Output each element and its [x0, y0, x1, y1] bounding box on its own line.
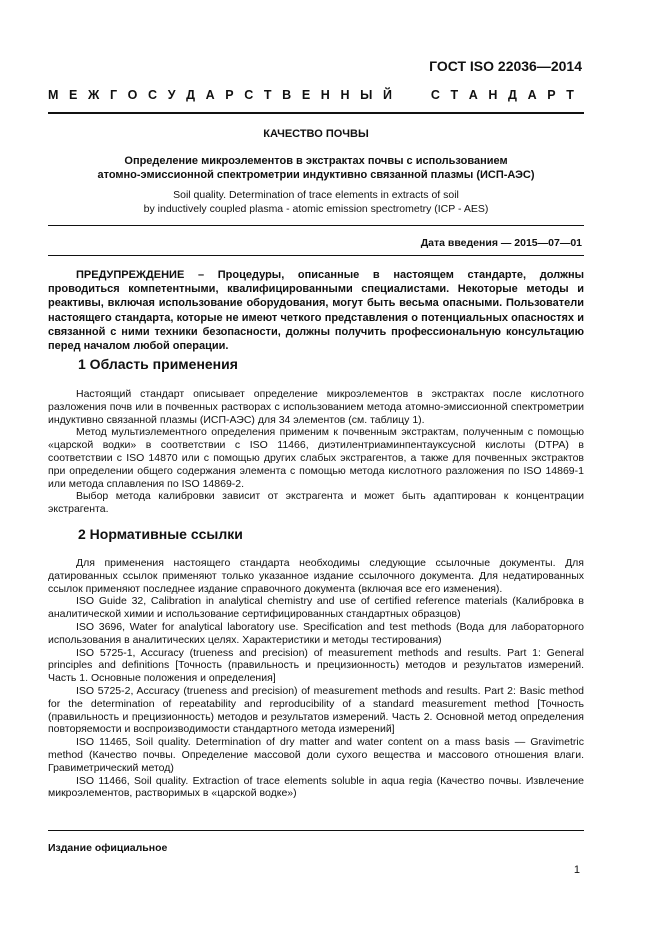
english-title-line-1: Soil quality. Determination of trace elements in extracts of soil — [173, 189, 459, 201]
standard-type-letter: Д — [508, 88, 517, 102]
english-title-line-2: by inductively coupled plasma - atomic emission spectrometry (ICP - AES) — [143, 203, 489, 215]
header-rule — [48, 112, 584, 114]
reference-item: ISO 11466, Soil quality. Extraction of trace elements soluble in aqua regia (Качество почвы. Извлечение микроэлементов, растворимых в «царской водке») — [48, 774, 584, 800]
footer-rule — [48, 830, 584, 831]
section-2-paragraph: Для применения настоящего стандарта необходимы следующие ссылочные документы. Для датированных ссылок применяют только указанное издание ссылочного документа. Для недатированных ссылок применяют последнее издание справочного документа (включая все его изменения). — [48, 557, 584, 595]
standard-type-letter: Т — [263, 88, 272, 102]
reference-item: ISO 5725-1, Accuracy (trueness and precision) of measurement methods and results. Part 1: General principles and definitions [Точность (правильность и прецизионность) методов и результатов измерений. Часть 1. Основные положения и определения] — [48, 646, 584, 685]
document-number: ГОСТ ISO 22036—2014 — [429, 58, 582, 74]
section-1-paragraph: Выбор метода калибровки зависит от экстрагента и может быть адаптирован к концентрации экстрагента. — [48, 490, 584, 516]
standard-type-letter: Г — [109, 88, 118, 102]
document-title: КАЧЕСТВО ПОЧВЫ — [263, 128, 369, 140]
standard-type-letter: Й — [382, 88, 392, 102]
standard-type-letter: Н — [488, 88, 498, 102]
standard-type-letter: Е — [301, 88, 311, 102]
standard-type-letter: С — [430, 88, 440, 102]
section-2-body — [48, 557, 584, 800]
standard-type-letter: Р — [225, 88, 234, 102]
standard-type-letter: С — [148, 88, 158, 102]
standard-type-letter: А — [468, 88, 478, 102]
standard-type-letter: У — [167, 88, 176, 102]
standard-type-letter: М — [48, 88, 59, 102]
english-title — [48, 188, 584, 216]
section-1-title: 1 Область применения — [78, 356, 238, 372]
standard-type-letter: Т — [450, 88, 459, 102]
title-divider — [48, 225, 584, 226]
standard-type-heading — [48, 88, 574, 102]
subtitle-line-2: атомно-эмиссионной спектрометрии индуктивно связанной плазмы (ИСП-АЭС) — [97, 169, 535, 181]
date-divider — [48, 255, 584, 256]
section-1-paragraph: Метод мультиэлементного определения применим к почвенным экстрактам, полученным с помощью «царской водки» в соответствии с ISO 11466, диэтилентриаминпентауксусной кислоты (DTPA) в соответствии с ISO 14870 или с помощью других слабых экстрагентов, а также для почвенных экстрактов при определении общего содержания элемента с помощью метода кислотного разложения по ISO 14869-1 или метода сплавления по ISO 14869-2. — [48, 426, 584, 490]
standard-type-letter: Ы — [360, 88, 373, 102]
standard-type-letter: Н — [320, 88, 330, 102]
document-subtitle — [48, 154, 584, 182]
subtitle-line-1: Определение микроэлементов в экстрактах почвы с использованием — [124, 155, 508, 167]
standard-type-letter — [417, 88, 420, 102]
standard-type-letter: А — [527, 88, 537, 102]
reference-item: ISO 5725-2, Accuracy (trueness and precision) of measurement methods and results. Part 2: Basic method for the determination of repeatability and reproducibility of a standard measurement method [Точность (правильность и прецизионность) методов и результатов измерений. Часть 2. Основной метод определения повторяемости и воспроизводимости стандартного метода измерений] — [48, 684, 584, 736]
standard-type-letter: В — [282, 88, 292, 102]
reference-item: ISO 3696, Water for analytical laboratory use. Specification and test methods (Вода для лабораторного использования в аналитических целях. Характеристики и методы тестирования) — [48, 620, 584, 646]
standard-type-letter: С — [244, 88, 254, 102]
section-1-paragraph: Настоящий стандарт описывает определение микроэлементов в экстрактах после кислотного разложения почв или в почвенных растворах с использованием метода атомно-эмиссионной спектрометрии индуктивно связанной плазмы (ИСП-АЭС) для 34 элементов (см. таблицу 1). — [48, 388, 584, 426]
page-number: 1 — [573, 864, 580, 876]
introduction-date: Дата введения — 2015—07—01 — [420, 237, 582, 249]
section-2-title: 2 Нормативные ссылки — [78, 526, 243, 542]
standard-type-letter: Т — [566, 88, 574, 102]
standard-type-letter: Р — [547, 88, 556, 102]
standard-type-letter: Н — [340, 88, 350, 102]
reference-item: ISO Guide 32, Calibration in analytical chemistry and use of certified reference materials (Калибровка в аналитической химии и использование сертифицированных стандартных образцов) — [48, 595, 584, 621]
section-1-body — [48, 388, 584, 516]
standard-type-letter: А — [205, 88, 215, 102]
reference-item: ISO 11465, Soil quality. Determination of dry matter and water content on a mass basis — Gravimetric method (Качество почвы. Определение массовой доли сухого вещества и массового отношения влаги. Гравиметрический метод) — [48, 736, 584, 774]
edition-note: Издание официальное — [48, 842, 168, 854]
standard-type-letter: Е — [69, 88, 78, 102]
standard-type-letter: Д — [186, 88, 195, 102]
standard-type-letter: Ж — [88, 88, 100, 102]
standard-type-letter — [403, 88, 406, 102]
warning-paragraph: ПРЕДУПРЕЖДЕНИЕ – Процедуры, описанные в настоящем стандарте, должны проводиться компетентными, квалифицированными специалистами. Некоторые методы и реактивы, включая использование оборудования, могут быть весьма опасными. Пользователи настоящего стандарта, которые не имеют четкого представления о потенциальных опасностях и связанной с ними техники безопасности, должны получить профессиональную консультацию перед началом любой операции. — [48, 269, 584, 353]
standard-type-letter: О — [127, 88, 138, 102]
